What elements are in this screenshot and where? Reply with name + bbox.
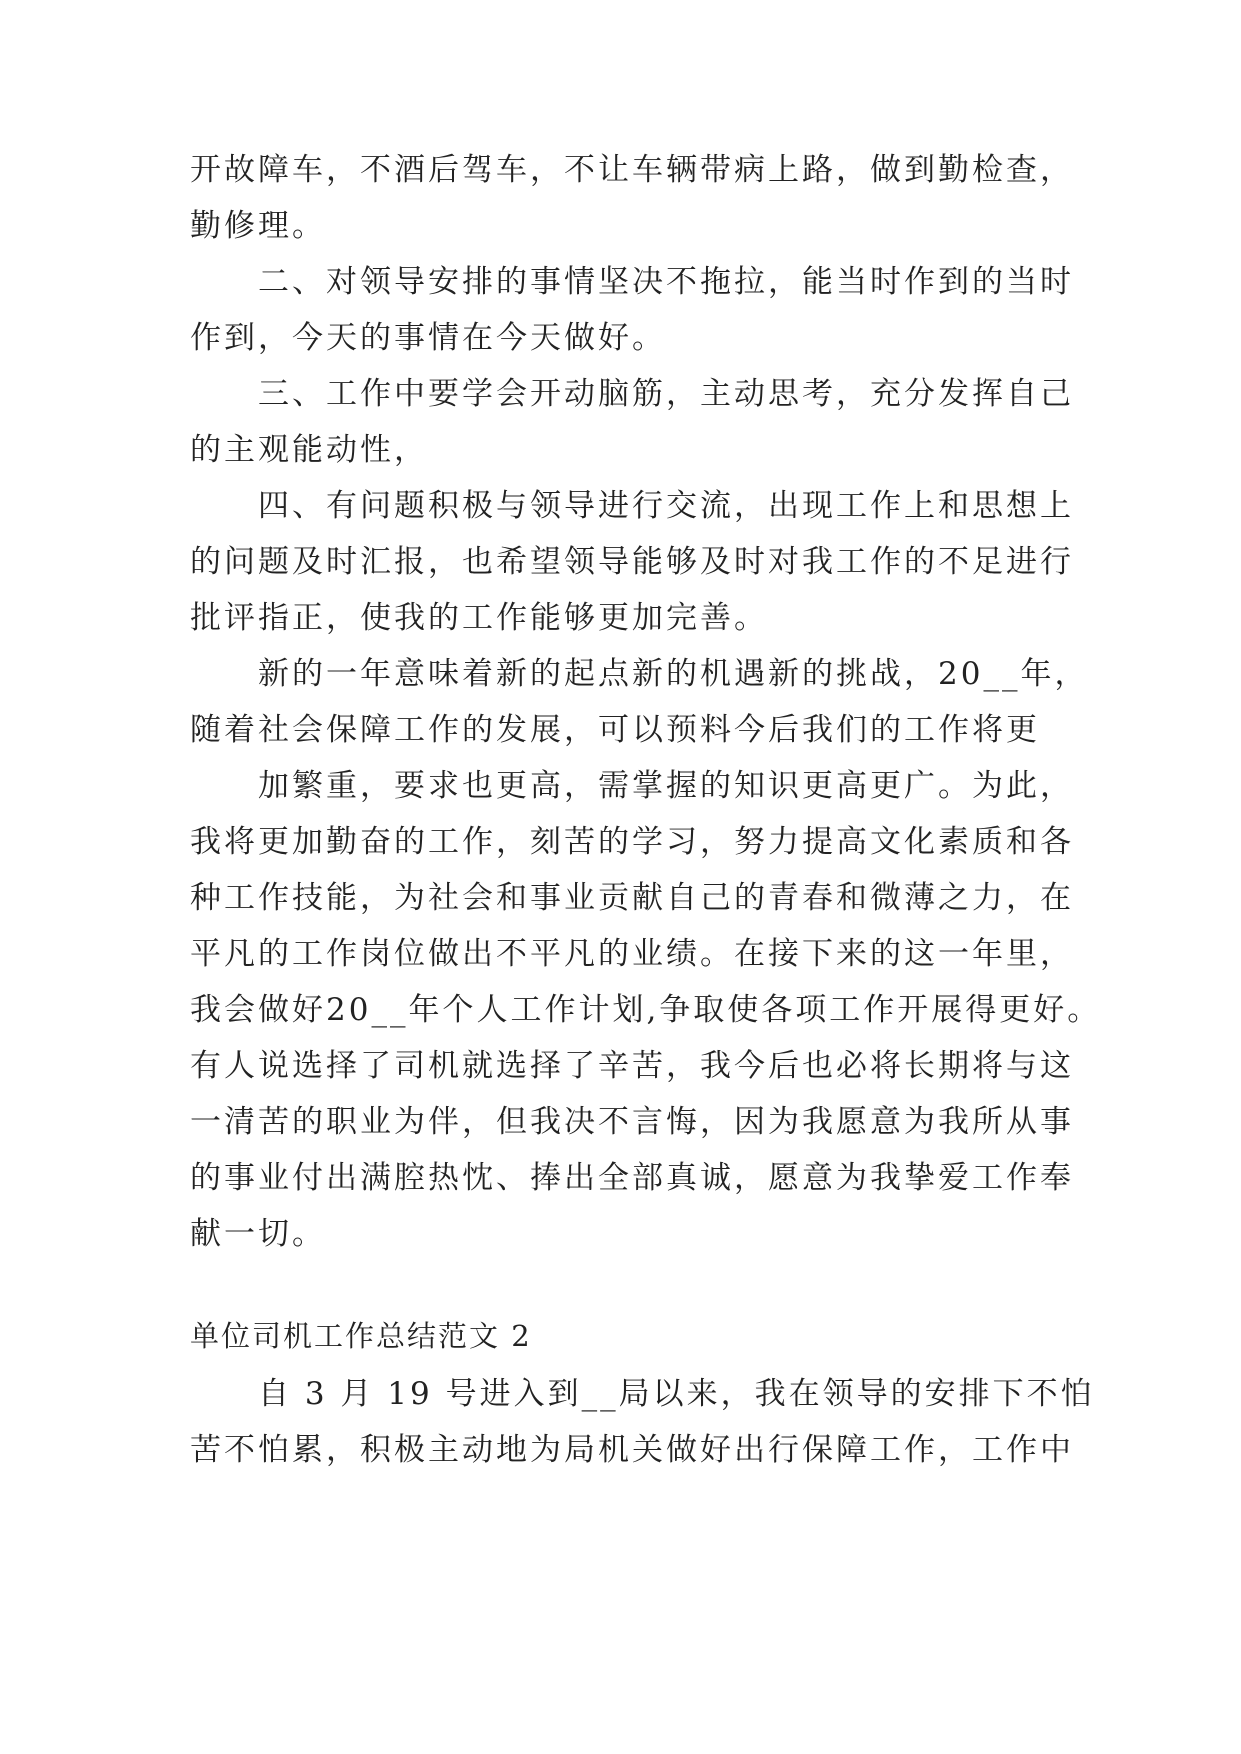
paragraph-line: 的问题及时汇报，也希望领导能够及时对我工作的不足进行 <box>190 544 1074 580</box>
paragraph-line: 三、工作中要学会开动脑筋，主动思考，充分发挥自己 <box>258 376 1074 412</box>
paragraph-line: 有人说选择了司机就选择了辛苦，我今后也必将长期将与这 <box>190 1048 1074 1084</box>
paragraph-line: 献一切。 <box>190 1216 326 1252</box>
paragraph-line: 开故障车，不酒后驾车，不让车辆带病上路，做到勤检查， <box>190 152 1074 188</box>
section-heading: 单位司机工作总结范文 2 <box>190 1319 532 1353</box>
paragraph-line: 勤修理。 <box>190 208 326 244</box>
paragraph-line: 作到，今天的事情在今天做好。 <box>190 320 666 356</box>
paragraph-line: 一清苦的职业为伴，但我决不言悔，因为我愿意为我所从事 <box>190 1104 1074 1140</box>
paragraph-line: 自 3 月 19 号进入到__局以来，我在领导的安排下不怕 <box>258 1376 1095 1412</box>
paragraph-line: 种工作技能，为社会和事业贡献自己的青春和微薄之力，在 <box>190 880 1074 916</box>
paragraph-line: 苦不怕累，积极主动地为局机关做好出行保障工作，工作中 <box>190 1432 1074 1468</box>
paragraph-line: 平凡的工作岗位做出不平凡的业绩。在接下来的这一年里， <box>190 936 1074 972</box>
paragraph-line: 新的一年意味着新的起点新的机遇新的挑战，20__年， <box>258 656 1089 692</box>
paragraph-line: 我将更加勤奋的工作，刻苦的学习，努力提高文化素质和各 <box>190 824 1074 860</box>
paragraph-line: 的主观能动性， <box>190 432 428 468</box>
paragraph-line: 批评指正，使我的工作能够更加完善。 <box>190 600 768 636</box>
paragraph-line: 我会做好20__年个人工作计划,争取使各项工作开展得更好。 <box>190 992 1102 1028</box>
paragraph-line: 四、有问题积极与领导进行交流，出现工作上和思想上 <box>258 488 1074 524</box>
paragraph-line: 的事业付出满腔热忱、捧出全部真诚，愿意为我挚爱工作奉 <box>190 1160 1074 1196</box>
paragraph-line: 二、对领导安排的事情坚决不拖拉，能当时作到的当时 <box>258 264 1074 300</box>
paragraph-line: 加繁重，要求也更高，需掌握的知识更高更广。为此， <box>258 768 1074 804</box>
paragraph-line: 随着社会保障工作的发展，可以预料今后我们的工作将更 <box>190 712 1040 748</box>
